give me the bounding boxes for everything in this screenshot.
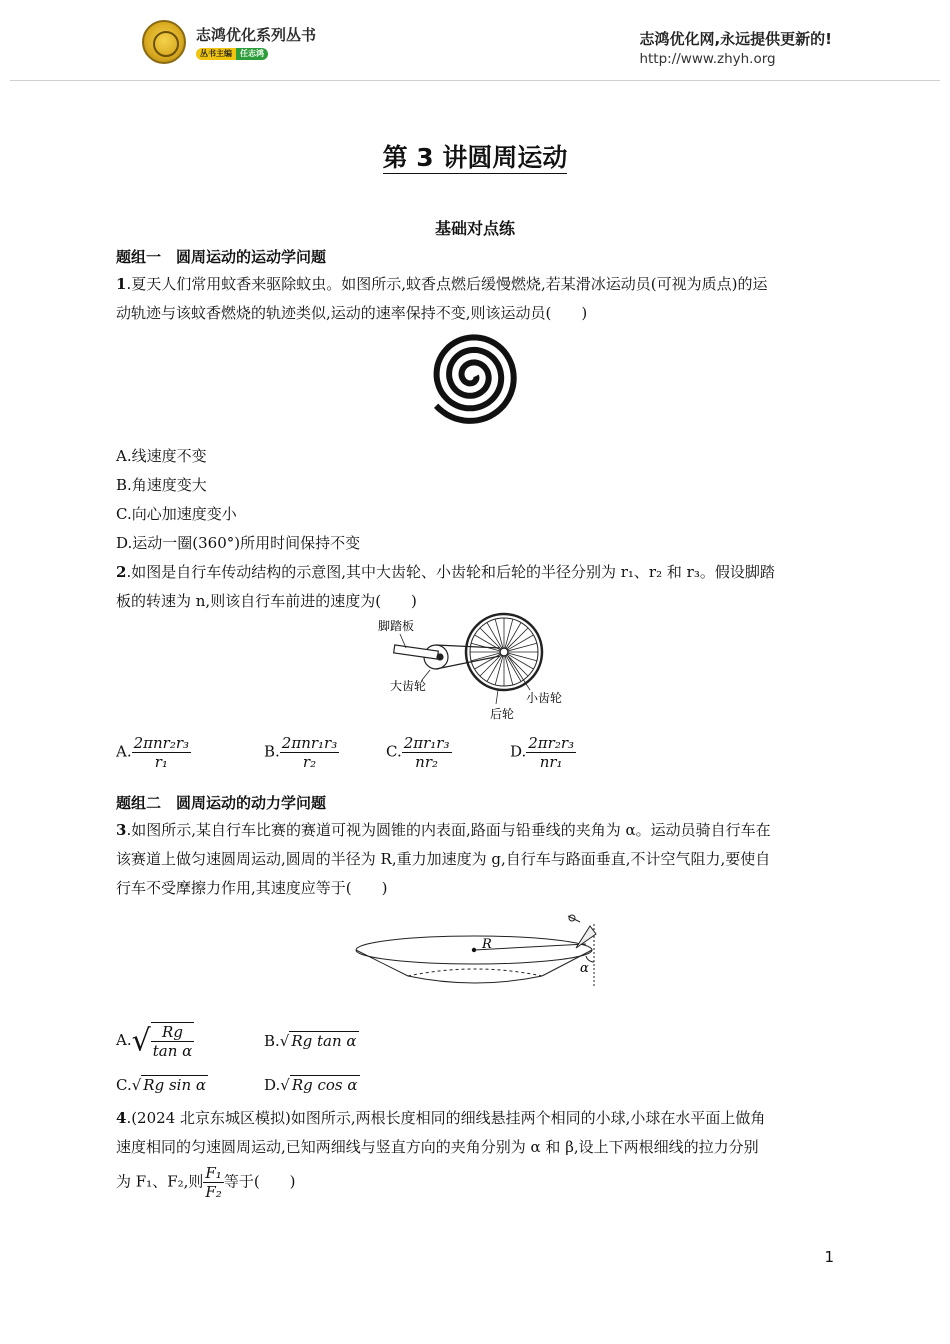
- q2-line2: 板的转速为 n,则该自行车前进的速度为( ): [116, 592, 417, 610]
- header-divider: [10, 80, 940, 81]
- editor-name: 任志鸿: [236, 48, 268, 60]
- brand-title: 志鸿优化系列丛书: [196, 26, 317, 44]
- cone-track-figure: [350, 904, 600, 996]
- rear-wheel: [466, 614, 542, 690]
- bicycle-transmission-figure: [370, 612, 590, 724]
- q4-line2: 速度相同的匀速圆周运动,已知两细线与竖直方向的夹角分别为 α 和 β,设上下两根细线的拉力分别: [116, 1138, 759, 1156]
- q1-option-d: D.运动一圈(360°)所用时间保持不变: [116, 534, 361, 552]
- editor-tag: 丛书主编: [196, 48, 236, 60]
- q3-line2: 该赛道上做匀速圆周运动,圆周的半径为 R,重力加速度为 g,自行车与路面垂直,不计空气阻力,要使自: [116, 850, 771, 868]
- leader-lines: [400, 634, 530, 704]
- q3-option-a: A.√ $\frac{Rg}{\text{tan α}}$: [116, 1023, 193, 1060]
- label-radius: R: [482, 937, 492, 952]
- group-heading-2: 题组二 圆周运动的动力学问题: [116, 794, 327, 812]
- label-big-gear: 大齿轮: [390, 679, 427, 693]
- group-heading-1: 题组一 圆周运动的运动学问题: [116, 248, 327, 266]
- q1-option-a: A.线速度不变: [116, 447, 207, 465]
- q4-line1: 4.(2024 北京东城区模拟)如图所示,两根长度相同的细线悬挂两个相同的小球,小球在水平面上做角: [116, 1109, 766, 1127]
- q2-option-d: D. $\frac{\text{2πr₂r₃}}{\text{nr₁}}$: [510, 734, 575, 771]
- brand-editor: [196, 48, 268, 60]
- brand-logo: [142, 20, 186, 64]
- section-heading: 基础对点练: [434, 219, 515, 238]
- q1-line2: 动轨迹与该蚊香燃烧的轨迹类似,运动的速率保持不变,则该运动员( ): [116, 304, 588, 322]
- q4-line3: 为 F₁、F₂,则 $\frac{\text{F₁}}{\text{F₂}}$ 等于( ): [116, 1164, 296, 1201]
- label-rear-wheel: 后轮: [490, 707, 515, 721]
- page-number: 1: [824, 1248, 834, 1266]
- q3-option-c: C.√ Rg sin α: [116, 1076, 206, 1094]
- spiral-path: [436, 337, 514, 421]
- label-small-gear: 小齿轮: [526, 691, 563, 705]
- header-brand: [142, 18, 342, 66]
- q1-line1: 1.夏天人们常用蚊香来驱除蚊虫。如图所示,蚊香点燃后缓慢燃烧,若某滑冰运动员(可视为质点)的运: [116, 275, 768, 293]
- q3-option-b: B.√ Rg tan α: [264, 1032, 357, 1050]
- page-title: 第 3 讲圆周运动: [382, 143, 568, 172]
- header-url[interactable]: http://www.zhyh.org: [639, 51, 776, 67]
- label-pedal: 脚踏板: [378, 619, 415, 633]
- q2-option-b: B. $\frac{\text{2πnr₁r₃}}{\text{r₂}}$: [264, 734, 338, 771]
- q2-option-a: A. $\frac{\text{2πnr₂r₃}}{\text{r₁}}$: [116, 734, 190, 771]
- q2-option-c: C. $\frac{\text{2πr₁r₃}}{\text{nr₂}}$: [386, 734, 450, 771]
- mosquito-coil-figure: [420, 328, 526, 424]
- q1-option-b: B.角速度变大: [116, 476, 207, 494]
- q3-option-d: D.√ Rg cos α: [264, 1076, 358, 1094]
- q3-line1: 3.如图所示,某自行车比赛的赛道可视为圆锥的内表面,路面与铅垂线的夹角为 α。运动员骑自行车在: [116, 821, 771, 839]
- q2-line1: 2.如图是自行车传动结构的示意图,其中大齿轮、小齿轮和后轮的半径分别为 r₁、r₂ 和 r₃。假设脚踏: [116, 563, 775, 581]
- header-right: [639, 28, 832, 67]
- q1-option-c: C.向心加速度变小: [116, 505, 237, 523]
- q3-line3: 行车不受摩擦力作用,其速度应等于( ): [116, 879, 388, 897]
- header-slogan: 志鸿优化网,永远提供更新的!: [639, 30, 832, 48]
- label-angle: α: [580, 961, 589, 976]
